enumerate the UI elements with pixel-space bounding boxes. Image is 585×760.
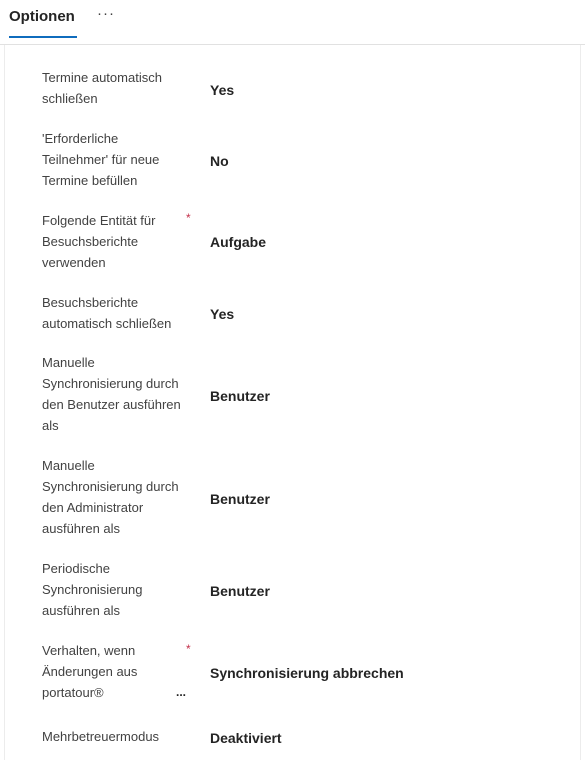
- field-value-manual-sync-admin[interactable]: Benutzer: [210, 491, 270, 507]
- label-truncation-ellipsis[interactable]: ...: [176, 685, 187, 699]
- field-value-visit-report-entity[interactable]: Aufgabe: [210, 234, 266, 250]
- field-label-visit-report-entity: Folgende Entität für Besuchsberichte verwenden: [42, 213, 156, 270]
- required-marker: *: [186, 642, 191, 656]
- active-tab-indicator: [9, 36, 77, 38]
- field-value-auto-close-visit-reports[interactable]: Yes: [210, 306, 235, 322]
- more-options-icon[interactable]: ···: [97, 5, 115, 22]
- field-value-auto-close-appointments[interactable]: Yes: [210, 82, 235, 98]
- tab-bar: [0, 0, 585, 45]
- field-label-periodic-sync: Periodische Synchronisierung ausführen als: [42, 561, 143, 618]
- field-label-multi-owner-mode: Mehrbetreuermodus: [42, 729, 160, 744]
- field-label-manual-sync-admin: Manuelle Synchronisierung durch den Administrator ausführen als: [42, 458, 179, 536]
- field-value-multi-owner-mode[interactable]: Deaktiviert: [210, 730, 282, 746]
- field-label-change-behavior: Verhalten, wenn Änderungen aus portatour®: [42, 643, 138, 700]
- tab-optionen[interactable]: Optionen: [9, 8, 75, 25]
- options-panel: [4, 45, 581, 760]
- field-value-required-attendees[interactable]: No: [210, 153, 229, 169]
- field-label-manual-sync-user: Manuelle Synchronisierung durch den Benutzer ausführen als: [42, 355, 181, 433]
- required-marker: *: [186, 211, 191, 225]
- field-value-manual-sync-user[interactable]: Benutzer: [210, 388, 270, 404]
- field-label-auto-close-visit-reports: Besuchsberichte automatisch schließen: [42, 295, 172, 331]
- field-label-auto-close-appointments: Termine automatisch schließen: [42, 70, 162, 106]
- field-value-change-behavior[interactable]: Synchronisierung abbrechen: [210, 665, 404, 681]
- field-label-required-attendees: 'Erforderliche Teilnehmer' für neue Termine befüllen: [42, 131, 160, 188]
- field-value-periodic-sync[interactable]: Benutzer: [210, 583, 270, 599]
